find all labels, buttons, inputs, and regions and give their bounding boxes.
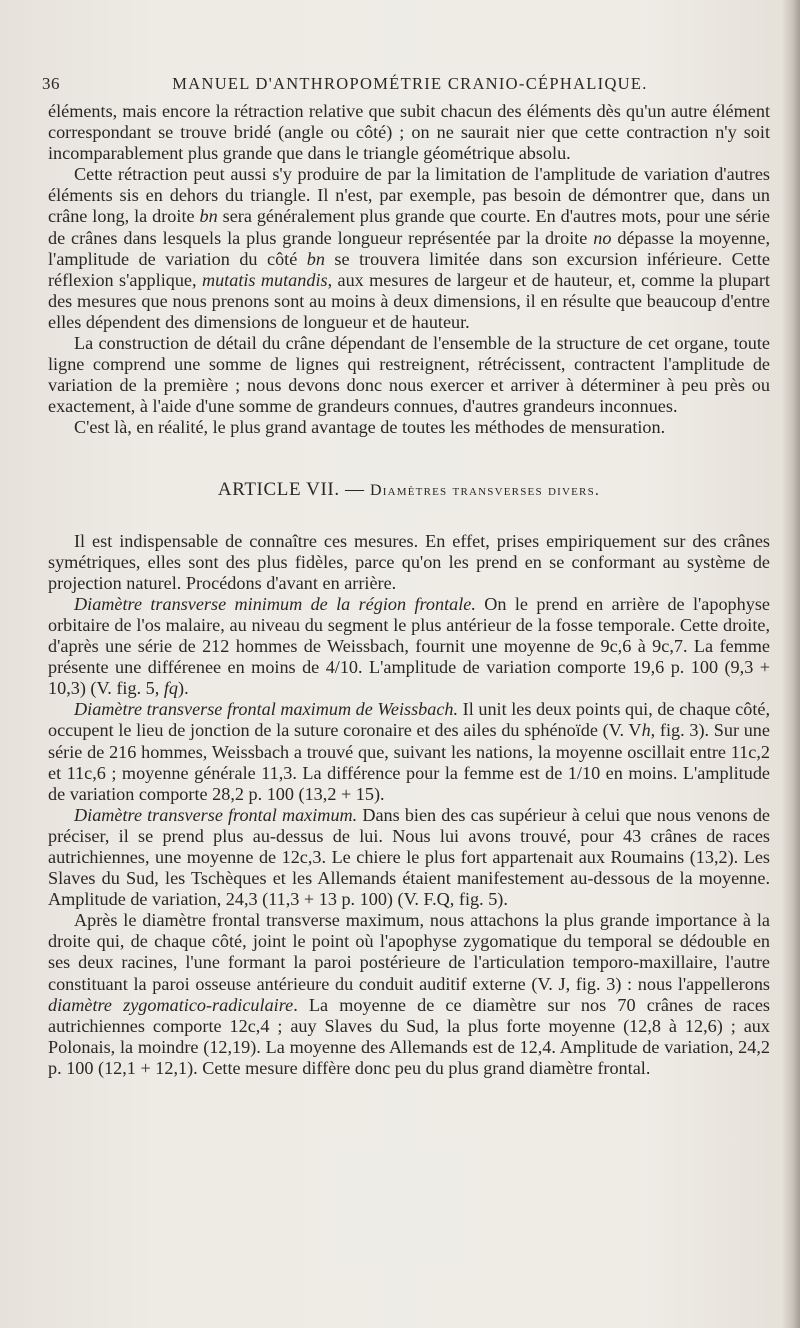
paragraph-5: Il est indispensable de connaître ces mesures. En effet, prises empiriquement sur des crânes symétriques, elles sont des plus fidèles, parce qu'on les prend en se conformant au système de projection naturel. Procédons d'avant en arrière. xyxy=(48,530,770,593)
paragraph-7: Diamètre transverse frontal maximum de Weissbach. Il unit les deux points qui, de chaque côté, occupent le lieu de jonction de la suture coronaire et des ailes du sphénoïde (V. Vh, fig. 3). Sur une série de 216 hommes, Weissbach a trouvé que, suivant les nations, la moyenne oscillait entre 11c,2 et 11c,6 ; moyenne générale 11,3. La différence pour la femme est de 1/10 en moins. L'amplitude de variation comporte 28,2 p. 100 (13,2 + 15). xyxy=(48,699,770,804)
text-column xyxy=(48,101,770,1079)
page-number: 36 xyxy=(42,74,60,93)
section-title-frontal-maximum: Diamètre transverse frontal maximum. xyxy=(74,804,358,825)
paragraph-6: Diamètre transverse minimum de la région frontale. On le prend en arrière de l'apophyse orbitaire de l'os malaire, au niveau du segment le plus antérieur de la fosse temporale. Cette droite, d'après une série de 212 hommes de Weissbach, fournit une moyenne de 9c,6 à 9c,7. La femme présente une différenee en moins de 4/10. L'amplitude de variation comporte 19,6 p. 100 (9,3 + 10,3) (V. fig. 5, fq). xyxy=(48,593,770,699)
paragraph-8: Diamètre transverse frontal maximum. Dans bien des cas supérieur à celui que nous venons de préciser, il se prend plus au-dessus de lui. Nous lui avons trouvé, pour 43 crânes de races autrichiennes, une moyenne de 12c,3. Le chiere le plus fort appartenait aux Roumains (13,2). Les Slaves du Sud, les Tschèques et les Allemands étaient manifestement au-dessous de la moyenne. Amplitude de variation, 24,3 (11,3 + 13 p. 100) (V. F.Q, fig. 5). xyxy=(48,804,770,910)
section-title-frontal-minimum: Diamètre transverse minimum de la région frontale. xyxy=(74,593,476,614)
running-head: MANUEL D'ANTHROPOMÉTRIE CRANIO-CÉPHALIQUE. xyxy=(172,74,648,93)
paragraph-9: Après le diamètre frontal transverse maximum, nous attachons la plus grande importance à la droite qui, de chaque côté, joint le point où l'apophyse zygomatique du temporal se dédouble en ses deux racines, l'une formant la paroi postérieure de l'articulation temporo-maxillaire, l'autre constituant la paroi osseuse antérieure du conduit auditif externe (V. J, fig. 3) : nous l'appellerons diamètre zygomatico-radiculaire. La moyenne de ce diamètre sur nos 70 crânes de races autrichiennes comporte 12c,4 ; auy Slaves du Sud, la plus forte moyenne (12,8 à 12,6) ; aux Polonais, la moindre (12,19). La moyenne des Allemands est de 12,4. Amplitude de variation, 24,2 p. 100 (12,1 + 12,1). Cette mesure diffère donc peu du plus grand diamètre frontal. xyxy=(48,910,770,1078)
paragraph-3: La construction de détail du crâne dépendant de l'ensemble de la structure de cet organe, toute ligne comprend une somme de lignes qui restreignent, rétrécissent, contractent l'amplitude de variation de la première ; nous devons donc nous exercer et arriver à déterminer à peu près ou exactement, à l'aide d'une somme de grandeurs connues, d'autres grandeurs inconnues. xyxy=(48,333,770,417)
page-header xyxy=(0,74,800,100)
paragraph-1: éléments, mais encore la rétraction relative que subit chacun des éléments dès qu'un autre élément correspondant se trouve bridé (angle ou côté) ; on ne saurait nier que cette contraction n'y soit incomparablement plus grande que dans le triangle géométrique absolu. xyxy=(48,101,770,164)
paragraph-2: Cette rétraction peut aussi s'y produire de par la limitation de l'amplitude de variation d'autres éléments sis en dehors du triangle. Il n'est, par exemple, pas besoin de démontrer que, dans un crâne long, la droite bn sera généralement plus grande que courte. En d'autres mots, pour une série de crânes dans lesquels la plus grande longueur représentée par la droite no dépasse la moyenne, l'amplitude de variation du côté bn se trouvera limitée dans son excursion inférieure. Cette réflexion s'applique, mutatis mutandis, aux mesures de largeur et de hauteur, et, comme la plupart des mesures que nous prenons sont au moins à deux dimensions, il en résulte que beaucoup d'entre elles dépendent des dimensions de longueur et de hauteur. xyxy=(48,164,770,332)
paragraph-4: C'est là, en réalité, le plus grand avantage de toutes les méthodes de mensuration. xyxy=(74,417,666,438)
article-heading: ARTICLE VII. — Diamètres transverses divers. xyxy=(217,478,601,500)
section-title-frontal-maximum-weissbach: Diamètre transverse frontal maximum de Weissbach. xyxy=(74,699,459,720)
page-edge-shadow xyxy=(782,0,800,1328)
